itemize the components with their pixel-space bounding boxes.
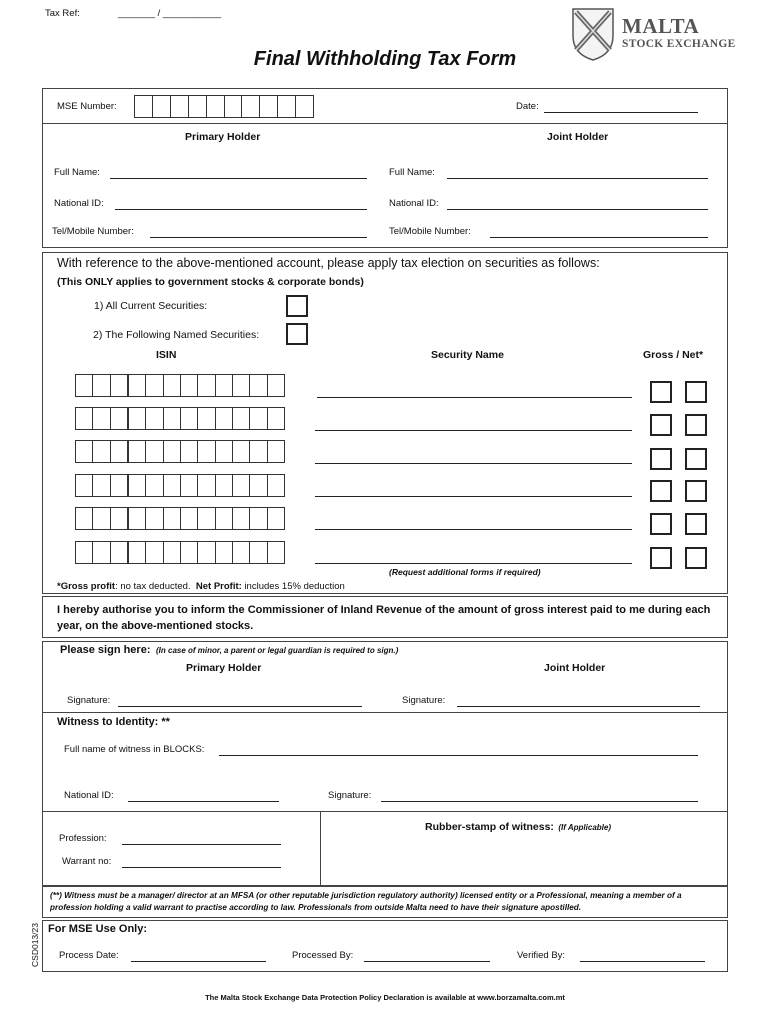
witness-national-id-label: National ID:	[64, 790, 114, 801]
authorisation-text: I hereby authorise you to inform the Commissioner of Inland Revenue of the amount of gross interest paid to me during each year, on the above-mentioned stocks.	[57, 604, 711, 632]
rubber-stamp-label: Rubber-stamp of witness:	[425, 821, 554, 833]
witness-title: Witness to Identity: **	[57, 716, 170, 728]
security-name-field[interactable]	[315, 563, 632, 564]
divider	[42, 811, 728, 812]
security-name-field[interactable]	[315, 430, 632, 431]
process-date-label: Process Date:	[59, 950, 119, 961]
isin-input[interactable]	[75, 474, 285, 497]
verified-by-field[interactable]	[580, 961, 705, 962]
page-title: Final Withholding Tax Form	[253, 48, 517, 70]
gross-checkbox[interactable]	[650, 381, 672, 403]
warrant-no-field[interactable]	[122, 867, 281, 868]
mse-number-input[interactable]	[134, 95, 314, 118]
form-code: CSD013/23	[30, 923, 40, 967]
process-date-field[interactable]	[131, 961, 266, 962]
primary-national-id-field[interactable]	[115, 209, 367, 210]
footer-text: The Malta Stock Exchange Data Protection Policy Declaration is available at www.borzamalta.com.mt	[205, 993, 565, 1002]
date-field[interactable]	[544, 112, 698, 113]
divider	[320, 811, 321, 886]
gross-checkbox[interactable]	[650, 448, 672, 470]
joint-full-name-label: Full Name:	[389, 167, 435, 178]
gross-checkbox[interactable]	[650, 547, 672, 569]
witness-footnote: (**) Witness must be a manager/ director at an MFSA (or other reputable jurisdiction regulatory authority) licensed entity or a Professional, meaning a member of a profession holding a valid warrant to practise according to law. Professionals from outside Malta need to have their signature apostilled.	[50, 891, 682, 912]
profit-note	[57, 581, 345, 592]
net-checkbox[interactable]	[685, 448, 707, 470]
net-profit-label: Net Profit:	[195, 581, 242, 592]
isin-input[interactable]	[75, 440, 285, 463]
primary-signature-field[interactable]	[118, 706, 362, 707]
isin-input[interactable]	[75, 541, 285, 564]
security-name-field[interactable]	[315, 496, 632, 497]
joint-holder-heading: Joint Holder	[547, 131, 609, 143]
isin-input[interactable]	[75, 507, 285, 530]
gross-checkbox[interactable]	[650, 480, 672, 502]
isin-column-header: ISIN	[156, 349, 177, 361]
joint-tel-field[interactable]	[490, 237, 708, 238]
processed-by-field[interactable]	[364, 961, 490, 962]
if-applicable-note: (If Applicable)	[558, 823, 611, 832]
date-label: Date:	[516, 101, 539, 112]
sign-primary-holder-heading: Primary Holder	[186, 662, 262, 674]
divider	[42, 712, 728, 713]
profession-label: Profession:	[59, 833, 107, 844]
witness-full-name-field[interactable]	[219, 755, 698, 756]
primary-national-id-label: National ID:	[54, 198, 104, 209]
net-checkbox[interactable]	[685, 381, 707, 403]
all-current-securities-checkbox[interactable]	[286, 295, 308, 317]
security-name-field[interactable]	[315, 529, 632, 530]
security-name-field[interactable]	[317, 397, 632, 398]
primary-full-name-field[interactable]	[110, 178, 367, 179]
profession-field[interactable]	[122, 844, 281, 845]
net-checkbox[interactable]	[685, 414, 707, 436]
joint-tel-label: Tel/Mobile Number:	[389, 226, 471, 237]
election-intro: With reference to the above-mentioned account, please apply tax election on securities as follows:	[57, 256, 600, 270]
isin-input[interactable]	[75, 407, 285, 430]
option-all-current-label: 1) All Current Securities:	[94, 300, 208, 312]
net-profit-text: includes 15% deduction	[244, 581, 345, 592]
tax-ref-field[interactable]: _______ / ___________	[118, 8, 222, 19]
primary-tel-field[interactable]	[150, 237, 367, 238]
please-sign-label: Please sign here:	[60, 644, 151, 656]
primary-signature-label: Signature:	[67, 695, 111, 706]
primary-tel-label: Tel/Mobile Number:	[52, 226, 134, 237]
primary-full-name-label: Full Name:	[54, 167, 100, 178]
gross-checkbox[interactable]	[650, 513, 672, 535]
minor-note: (In case of minor, a parent or legal guardian is required to sign.)	[156, 646, 399, 655]
gross-profit-text: : no tax deducted.	[115, 581, 191, 592]
option-named-label: 2) The Following Named Securities:	[93, 329, 260, 341]
rubber-stamp-area[interactable]	[330, 832, 720, 882]
mse-use-title: For MSE Use Only:	[48, 923, 148, 935]
processed-by-label: Processed By:	[292, 950, 354, 961]
joint-full-name-field[interactable]	[447, 178, 708, 179]
request-additional-note: (Request additional forms if required)	[389, 567, 541, 577]
gross-net-column-header: Gross / Net*	[643, 349, 704, 361]
net-checkbox[interactable]	[685, 480, 707, 502]
warrant-no-label: Warrant no:	[62, 856, 112, 867]
election-note: (This ONLY applies to government stocks & corporate bonds)	[57, 276, 364, 288]
verified-by-label: Verified By:	[517, 950, 566, 961]
tax-ref-label: Tax Ref:	[45, 8, 80, 19]
joint-signature-field[interactable]	[457, 706, 700, 707]
divider	[42, 123, 728, 124]
joint-national-id-label: National ID:	[389, 198, 439, 209]
named-securities-checkbox[interactable]	[286, 323, 308, 345]
gross-profit-label: *Gross profit	[57, 581, 116, 592]
witness-signature-field[interactable]	[381, 801, 698, 802]
net-checkbox[interactable]	[685, 547, 707, 569]
security-name-column-header: Security Name	[431, 349, 504, 361]
witness-signature-label: Signature:	[328, 790, 372, 801]
isin-input[interactable]	[75, 374, 285, 397]
primary-holder-heading: Primary Holder	[185, 131, 261, 143]
joint-national-id-field[interactable]	[447, 209, 708, 210]
security-name-field[interactable]	[315, 463, 632, 464]
mse-number-label: MSE Number:	[57, 101, 117, 112]
net-checkbox[interactable]	[685, 513, 707, 535]
witness-national-id-field[interactable]	[128, 801, 279, 802]
gross-checkbox[interactable]	[650, 414, 672, 436]
joint-signature-label: Signature:	[402, 695, 446, 706]
witness-full-name-label: Full name of witness in BLOCKS:	[64, 744, 205, 755]
logo-line2: STOCK EXCHANGE	[622, 38, 736, 50]
logo-line1: MALTA	[622, 14, 700, 38]
sign-joint-holder-heading: Joint Holder	[544, 662, 606, 674]
